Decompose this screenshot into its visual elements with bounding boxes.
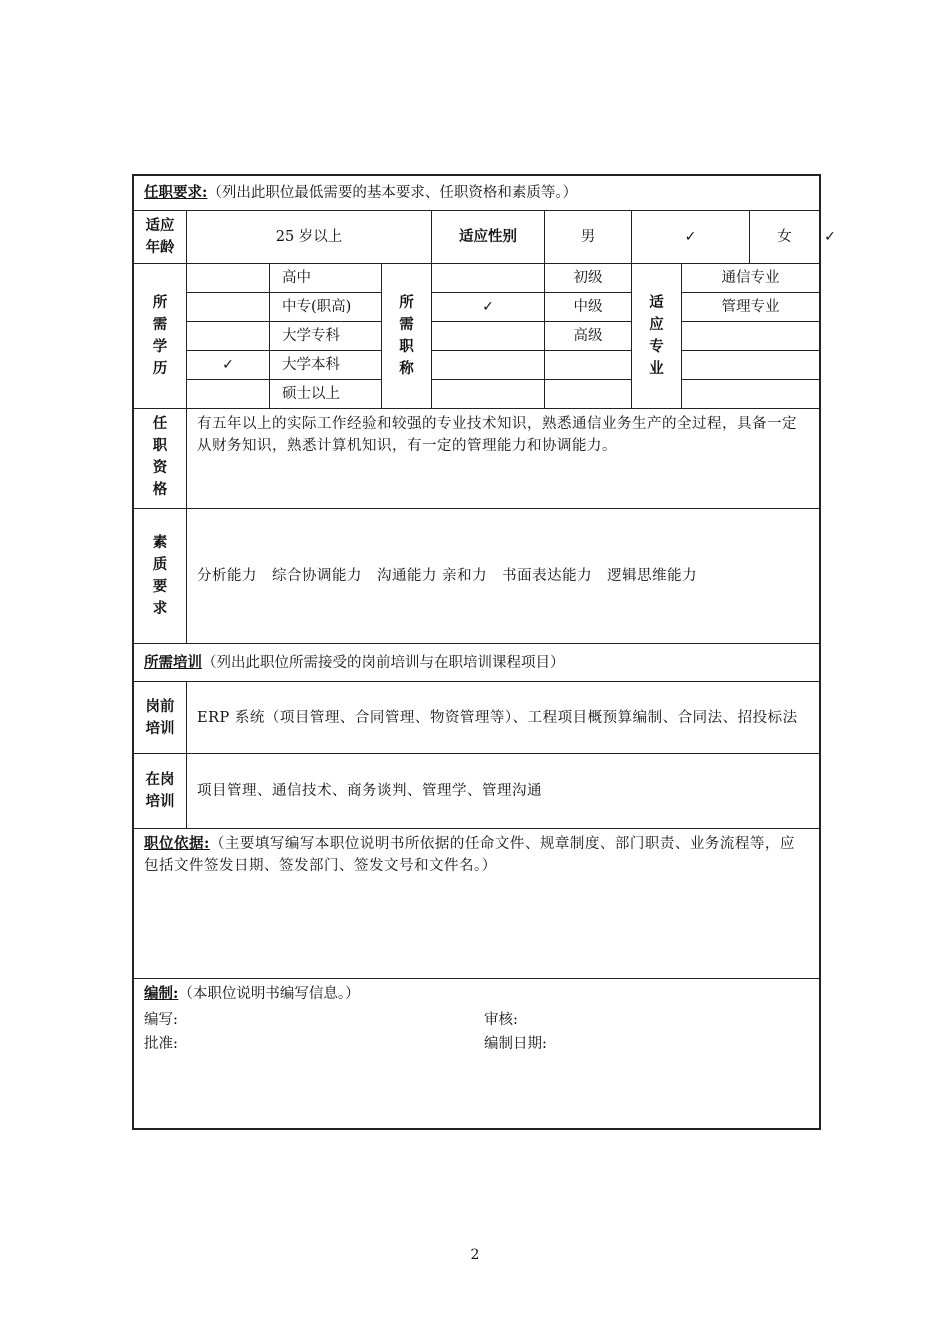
requirements-heading: 任职要求: bbox=[144, 184, 208, 201]
on-training-label: 在岗 培训 bbox=[134, 754, 187, 829]
education-check bbox=[187, 322, 270, 351]
writer-label: 编写: bbox=[144, 1012, 178, 1028]
training-heading: 所需培训 bbox=[144, 653, 202, 671]
education-check bbox=[187, 380, 270, 409]
title-check bbox=[432, 264, 545, 293]
title-check bbox=[432, 322, 545, 351]
education-level: 硕士以上 bbox=[270, 380, 382, 409]
edu-row-2 bbox=[134, 293, 820, 322]
requirements-row bbox=[134, 176, 820, 211]
title-check: ✓ bbox=[432, 293, 545, 322]
title-level: 中级 bbox=[545, 293, 632, 322]
education-level: 大学本科 bbox=[270, 351, 382, 380]
qualification-text: 有五年以上的实际工作经验和较强的专业技术知识，熟悉通信业务生产的全过程，具备一定从财务知识，熟悉计算机知识，有一定的管理能力和协调能力。 bbox=[187, 409, 820, 509]
major-item: 通信专业 bbox=[682, 264, 820, 293]
edu-row-1 bbox=[134, 264, 820, 293]
compile-note: （本职位说明书编写信息。） bbox=[178, 986, 360, 1002]
basis-note: （主要填写编写本职位说明书所依据的任命文件、规章制度、部门职责、业务流程等，应包括文件签发日期、签发部门、签发文号和文件名。） bbox=[144, 836, 795, 874]
major-item bbox=[682, 351, 820, 380]
pre-training-label: 岗前 培训 bbox=[134, 682, 187, 754]
education-level: 高中 bbox=[270, 264, 382, 293]
compile-heading: 编制: bbox=[144, 985, 179, 1002]
quality-row bbox=[134, 509, 820, 644]
male-check: ✓ bbox=[632, 211, 750, 264]
job-description-table bbox=[133, 175, 836, 1129]
basis-heading: 职位依据: bbox=[144, 835, 210, 852]
edu-row-5 bbox=[134, 380, 820, 409]
title-level: 初级 bbox=[545, 264, 632, 293]
gender-female: 女 bbox=[750, 211, 820, 264]
major-item bbox=[682, 322, 820, 351]
reviewer-label: 审核: bbox=[484, 1012, 518, 1028]
qualification-label: 任 职 资 格 bbox=[134, 409, 187, 509]
education-check bbox=[187, 264, 270, 293]
quality-text: 分析能力 综合协调能力 沟通能力 亲和力 书面表达能力 逻辑思维能力 bbox=[187, 509, 820, 644]
title-level bbox=[545, 380, 632, 409]
basis-row bbox=[134, 829, 820, 979]
gender-male: 男 bbox=[545, 211, 632, 264]
education-level: 中专(职高) bbox=[270, 293, 382, 322]
gender-label: 适应性别 bbox=[432, 211, 545, 264]
qualification-row bbox=[134, 409, 820, 509]
page-number: 2 bbox=[470, 1247, 480, 1263]
training-row bbox=[134, 644, 820, 682]
title-check bbox=[432, 380, 545, 409]
edu-row-4 bbox=[134, 351, 820, 380]
education-level: 大学专科 bbox=[270, 322, 382, 351]
requirements-note: （列出此职位最低需要的基本要求、任职资格和素质等。） bbox=[207, 185, 578, 201]
quality-label: 素 质 要 求 bbox=[134, 509, 187, 644]
title-level: 高级 bbox=[545, 322, 632, 351]
education-check bbox=[187, 293, 270, 322]
major-item: 管理专业 bbox=[682, 293, 820, 322]
training-note: （列出此职位所需接受的岗前培训与在职培训课程项目） bbox=[202, 654, 565, 671]
title-level bbox=[545, 351, 632, 380]
date-label: 编制日期: bbox=[484, 1036, 547, 1052]
age-label: 适应 年龄 bbox=[134, 211, 187, 264]
on-training-text: 项目管理、通信技术、商务谈判、管理学、管理沟通 bbox=[187, 754, 820, 829]
approver-label: 批准: bbox=[144, 1036, 178, 1052]
age-value: 25 岁以上 bbox=[187, 211, 432, 264]
title-label: 所 需 职 称 bbox=[382, 264, 432, 409]
major-item bbox=[682, 380, 820, 409]
education-check: ✓ bbox=[187, 351, 270, 380]
edu-row-3 bbox=[134, 322, 820, 351]
education-label: 所 需 学 历 bbox=[134, 264, 187, 409]
age-row: 适应 年龄 25 岁以上 适应性别 男 ✓ 女 ✓ bbox=[134, 211, 820, 264]
pre-training-row bbox=[134, 682, 820, 754]
on-training-row bbox=[134, 754, 820, 829]
pre-training-text: ERP 系统（项目管理、合同管理、物资管理等）、工程项目概预算编制、合同法、招投标法 bbox=[187, 682, 820, 754]
title-check bbox=[432, 351, 545, 380]
major-label: 适 应 专 业 bbox=[632, 264, 682, 409]
compile-row bbox=[134, 979, 820, 1129]
